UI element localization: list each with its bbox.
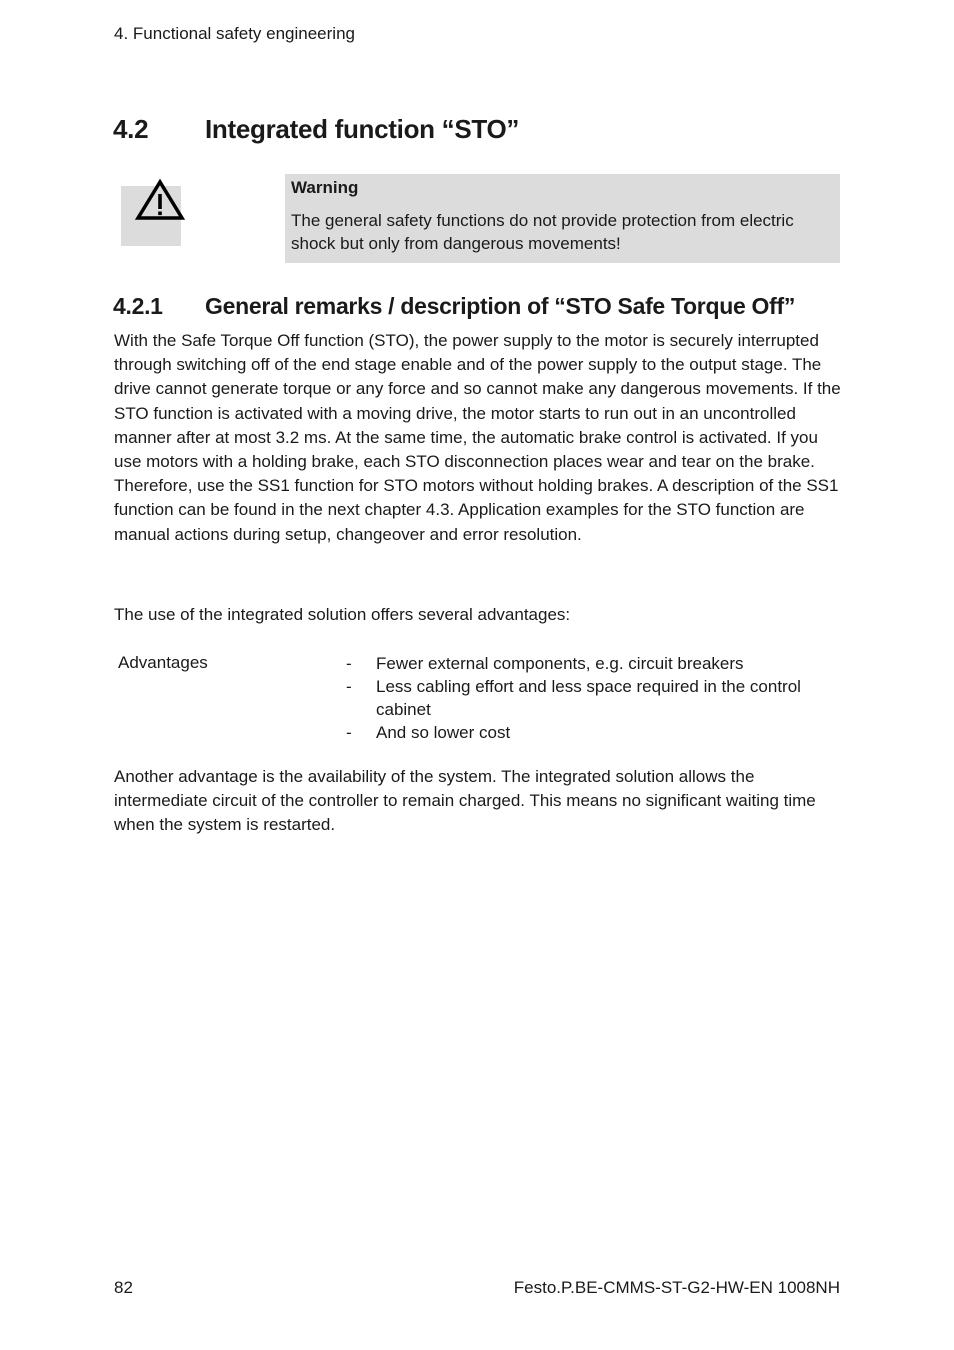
running-header: 4. Functional safety engineering — [114, 24, 355, 43]
warning-title: Warning — [291, 178, 359, 197]
paragraph-availability: Another advantage is the availability of the system. The integrated solution allows the intermediate circuit of the controller to remain charged. This means no significant waiting time when the system is restarted. — [114, 767, 816, 835]
paragraph-sto-description: With the Safe Torque Off function (STO), the power supply to the motor is securely interrupted through switching off of the end stage enable and of the power supply to the output stage. The drive cannot generate torque or any force and so cannot make any dangerous movements. If the STO function is activated with a moving drive, the motor starts to run out in an uncontrolled manner after at most 3.2 ms. At the same time, the automatic brake control is activated. If you use motors with a holding brake, each STO disconnection places wear and tear on the brake. Therefore, use the SS1 function for STO motors without holding brakes. A description of the SS1 function can be found in the next chapter 4.3. Application examples for the STO function are manual actions during setup, changeover and error resolution. — [114, 331, 841, 544]
list-item-text: Less cabling effort and less space required in the control cabinet — [376, 677, 801, 719]
warning-box — [285, 174, 840, 263]
page-number: 82 — [114, 1278, 133, 1297]
list-item — [346, 721, 840, 744]
list-item — [346, 675, 840, 721]
list-item — [346, 652, 840, 675]
bullet-dash: - — [346, 723, 352, 742]
document-id: Festo.P.BE-CMMS-ST-G2-HW-EN 1008NH — [513, 1278, 840, 1297]
section-title: Integrated function “STO” — [205, 114, 520, 144]
bullet-dash: - — [346, 654, 352, 673]
list-item-text: And so lower cost — [376, 723, 511, 742]
section-number: 4.2 — [113, 114, 149, 144]
subsection-heading — [113, 293, 795, 320]
warning-triangle-icon — [133, 178, 195, 238]
advantages-list — [346, 652, 840, 744]
subsection-title: General remarks / description of “STO Safe Torque Off” — [205, 293, 796, 319]
list-item-text: Fewer external components, e.g. circuit breakers — [376, 654, 744, 673]
subsection-number: 4.2.1 — [113, 293, 163, 319]
section-heading — [113, 114, 519, 145]
warning-icon-box — [121, 186, 181, 246]
warning-text: The general safety functions do not provide protection from electric shock but only from dangerous movements! — [291, 211, 794, 253]
paragraph-advantages-intro: The use of the integrated solution offers several advantages: — [114, 605, 571, 624]
advantages-label: Advantages — [118, 653, 208, 672]
bullet-dash: - — [346, 677, 352, 696]
